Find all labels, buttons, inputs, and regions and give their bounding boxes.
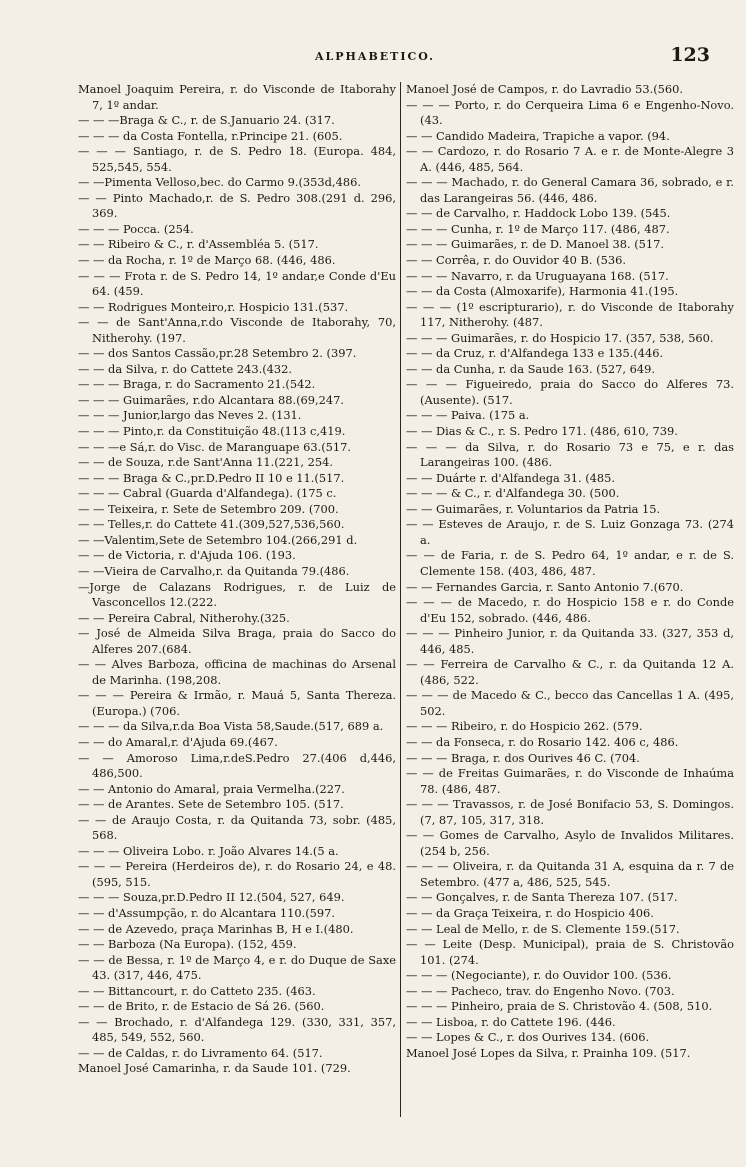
directory-entry: — — de Souza, r.de Sant'Anna 11.(221, 254. [78,455,334,470]
directory-entry: — — Pinto Machado,r. de S. Pedro 308.(291 d. 296, 369. [78,190,396,221]
directory-entry: — — de Sant'Anna,r.do Visconde de Itaborahy, 70, Nitherohy. (197. [78,315,396,345]
directory-entry: — — —Braga & C., r. de S.Januario 24. (317. [78,113,335,128]
directory-entry: — — — Pereira & Irmão, r. Mauá 5, Santa Thereza. (Europa.) (706. [78,688,396,718]
directory-entry: — — Antonio do Amaral, praia Vermelha.(227. [78,781,345,796]
directory-entry: — — — & C., r. d'Alfandega 30. (500. [406,486,620,501]
directory-entry: — — — Pereira (Herdeiros de), r. do Rosario 24, e 48. (595, 515. [78,859,396,889]
directory-entry: — — Guimarães, r. Voluntarios da Patria 15. [406,501,661,516]
directory-entry: — — — Travassos, r. de José Bonifacio 53, S. Domingos. (7, 87, 105, 317, 318. [406,797,734,827]
directory-entry: — — Alves Barboza, officina de machinas do Arsenal de Marinha. (198,208. [78,657,396,687]
directory-entry: — — de Faria, r. de S. Pedro 64, 1º andar, e r. de S. Clemente 158. (403, 486, 487. [406,548,734,578]
directory-entry: — — — Guimarães, r. do Hospicio 17. (357, 538, 560. [406,330,714,345]
directory-entry: — — de Araujo Costa, r. da Quitanda 73, sobr. (485, 568. [78,812,396,843]
directory-entry: — — — (1º escripturario), r. do Visconde de Itaborahy 117, Nitherohy. (487. [406,299,734,330]
directory-entry: — — Leal de Mello, r. de S. Clemente 159.(517. [406,921,680,936]
directory-entry: — — Ribeiro & C., r. d'Assembléa 5. (517. [78,237,319,252]
directory-entry: — — — Paiva. (175 a. [406,408,530,423]
directory-entry: — — — da Silva, r. do Rosario 73 e 75, e r. das Larangeiras 100. (486. [406,439,734,470]
column-divider [400,82,401,1117]
directory-entry: — — Cardozo, r. do Rosario 7 A. e r. de Monte-Alegre 3 A. (446, 485, 564. [406,144,734,174]
directory-entry: — — Telles,r. do Cattete 41.(309,527,536,560. [78,517,345,532]
directory-entry: — — de Arantes. Sete de Setembro 105. (517. [78,797,344,812]
directory-entry: — — de Victoria, r. d'Ajuda 106. (193. [78,548,296,563]
directory-entry: — — — Ribeiro, r. do Hospicio 262. (579. [406,719,643,734]
directory-entry: — — Candido Madeira, Trapiche a vapor. (94. [406,128,670,143]
directory-entry: — — — de Macedo, r. do Hospicio 158 e r. do Conde d'Eu 152, sobrado. (446, 486. [406,595,734,625]
directory-entry: — — — Oliveira, r. da Quitanda 31 A, esquina da r. 7 de Setembro. (477 a, 486, 525, 545. [406,859,734,889]
directory-entry: — — Fernandes Garcia, r. Santo Antonio 7.(670. [406,579,684,594]
directory-entry: — — — Frota r. de S. Pedro 14, 1º andar,e Conde d'Eu 64. (459. [78,268,396,299]
directory-entry: — — Duárte r. d'Alfandega 31. (485. [406,470,616,485]
directory-entry: — — — da Silva,r.da Boa Vista 58,Saude.(517, 689 a. [78,719,384,734]
directory-entry: Manoel José Lopes da Silva, r. Prainha 109. (517. [406,1045,691,1060]
directory-entry: — — — Cabral (Guarda d'Alfandega). (175 c. [78,486,337,501]
directory-entry: Manoel José Camarinha, r. da Saude 101. (729. [78,1061,351,1076]
directory-entry: — — de Azevedo, praça Marinhas B, H e I.(480. [78,921,354,936]
directory-entry: — — d'Assumpção, r. do Alcantara 110.(597. [78,905,336,920]
directory-entry: — — Gomes de Carvalho, Asylo de Invalidos Militares. (254 b, 256. [406,828,734,858]
directory-entry: — José de Almeida Silva Braga, praia do Sacco do Alferes 207.(684. [78,626,396,656]
page-header [0,0,746,70]
directory-entry: — — de Bessa, r. 1º de Março 4, e r. do Duque de Saxe 43. (317, 446, 475. [78,952,396,983]
directory-entry: — — — Braga, r. do Sacramento 21.(542. [78,377,316,392]
directory-entry: — — da Fonseca, r. do Rosario 142. 406 c, 486. [406,734,679,749]
directory-entry: — —Valentim,Sete de Setembro 104.(266,291 d. [78,532,358,547]
running-title: ALPHABETICO. [314,50,435,63]
directory-entry: — — — Braga, r. dos Ourives 46 C. (704. [406,750,640,765]
directory-entry: — — — Braga & C.,pr.D.Pedro II 10 e 11.(517. [78,470,345,485]
directory-entry: — — da Costa (Almoxarife), Harmonia 41.(195. [406,284,679,299]
directory-entry: — — — (Negociante), r. do Ouvidor 100. (536. [406,968,672,983]
directory-entry: — — — Pinto,r. da Constituição 48.(113 c,419. [78,424,346,439]
directory-entry: — — Barboza (Na Europa). (152, 459. [78,937,297,952]
directory-entry: — — da Cunha, r. da Saude 163. (527, 649. [406,361,655,376]
directory-entry: — — — Guimarães, r. de D. Manoel 38. (517. [406,237,665,252]
directory-entry: — — — Pinheiro Junior, r. da Quitanda 33. (327, 353 d, 446, 485. [406,626,734,656]
directory-entry: — — do Amaral,r. d'Ajuda 69.(467. [78,734,278,749]
directory-entry: — — — Souza,pr.D.Pedro II 12.(504, 527, 649. [78,890,345,905]
directory-entry: — — — de Macedo & C., becco das Cancellas 1 A. (495, 502. [406,688,734,718]
directory-entry: — —Pimenta Velloso,bec. do Carmo 9.(353d,486. [78,175,361,190]
directory-entry: — — Lisboa, r. do Cattete 196. (446. [406,1014,616,1029]
right-column [406,82,734,1132]
directory-entry: — — Leite (Desp. Municipal), praia de S. Christovão 101. (274. [406,937,734,967]
directory-entry: — — — Porto, r. do Cerqueira Lima 6 e Engenho-Novo. (43. [406,97,734,128]
page-number: 123 [670,44,710,66]
directory-entry: — — de Freitas Guimarães, r. do Visconde de Inhaúma 78. (486, 487. [406,766,734,796]
directory-entry: — — — Cunha, r. 1º de Março 117. (486, 487. [406,221,670,236]
directory-entry: — — — Machado, r. do General Camara 36, sobrado, e r. das Larangeiras 56. (446, 486. [406,175,734,205]
directory-entry: — — —e Sá,r. do Visc. de Maranguape 63.(517. [78,439,352,454]
directory-entry: — — — Pacheco, trav. do Engenho Novo. (703. [406,983,675,998]
directory-entry: — — Ferreira de Carvalho & C., r. da Quitanda 12 A. (486, 522. [406,657,734,687]
directory-entry: — — Bittancourt, r. do Catteto 235. (463. [78,983,316,998]
directory-entry: — — Dias & C., r. S. Pedro 171. (486, 610, 739. [406,424,678,439]
directory-entry: — — da Graça Teixeira, r. do Hospicio 406. [406,905,654,920]
directory-entry: — — Gonçalves, r. de Santa Thereza 107. (517. [406,890,678,905]
directory-entry: — — dos Santos Cassão,pr.28 Setembro 2. (397. [78,346,357,361]
directory-entry: — — — Pinheiro, praia de S. Christovão 4. (508, 510. [406,999,713,1014]
directory-entry: — — de Caldas, r. do Livramento 64. (517. [78,1045,323,1060]
directory-entry: — — — Oliveira Lobo. r. João Alvares 14.(5 a. [78,843,339,858]
directory-entry: — — — Junior,largo das Neves 2. (131. [78,408,302,423]
directory-entry: — — Corrêa, r. do Ouvidor 40 B. (536. [406,253,626,268]
directory-entry: — — da Cruz, r. d'Alfandega 133 e 135.(446. [406,346,664,361]
directory-entry: — — — Pocca. (254. [78,221,194,236]
directory-entry: — — Esteves de Araujo, r. de S. Luiz Gonzaga 73. (274 a. [406,517,734,547]
directory-entry: — — Pereira Cabral, Nitherohy.(325. [78,610,290,625]
directory-entry: — — da Rocha, r. 1º de Março 68. (446, 486. [78,253,336,268]
left-column [78,82,396,1132]
directory-entry: —Jorge de Calazans Rodrigues, r. de Luiz de Vasconcellos 12.(222. [78,579,396,610]
directory-entry: — — de Brito, r. de Estacio de Sá 26. (560. [78,999,325,1014]
directory-entry: — — Rodrigues Monteiro,r. Hospicio 131.(537. [78,299,349,314]
directory-entry: — — — da Costa Fontella, r.Principe 21. (605. [78,128,343,143]
directory-entry: — — — Santiago, r. de S. Pedro 18. (Europa. 484, 525,545, 554. [78,144,396,174]
directory-entry: — — de Carvalho, r. Haddock Lobo 139. (545. [406,206,671,221]
directory-entry: Manoel Joaquim Pereira, r. do Visconde de Itaborahy 7, 1º andar. [78,82,396,112]
directory-entry: — —Vieira de Carvalho,r. da Quitanda 79.(486. [78,563,350,578]
directory-entry: — — — Figueiredo, praia do Sacco do Alferes 73. (Ausente). (517. [406,377,734,407]
directory-entry: — — da Silva, r. do Cattete 243.(432. [78,361,292,376]
directory-entry: — — — Guimarães, r.do Alcantara 88.(69,247. [78,392,344,407]
directory-entry: — — Brochado, r. d'Alfandega 129. (330, 331, 357, 485, 549, 552, 560. [78,1014,396,1045]
directory-entry: Manoel José de Campos, r. do Lavradio 53.(560. [406,82,684,96]
directory-entry: — — — Navarro, r. da Uruguayana 168. (517. [406,268,669,283]
directory-entry: — — Lopes & C., r. dos Ourives 134. (606. [406,1030,650,1045]
directory-entry: — — Teixeira, r. Sete de Setembro 209. (700. [78,501,339,516]
directory-entry: — — Amoroso Lima,r.deS.Pedro 27.(406 d,446, 486,500. [78,750,396,781]
